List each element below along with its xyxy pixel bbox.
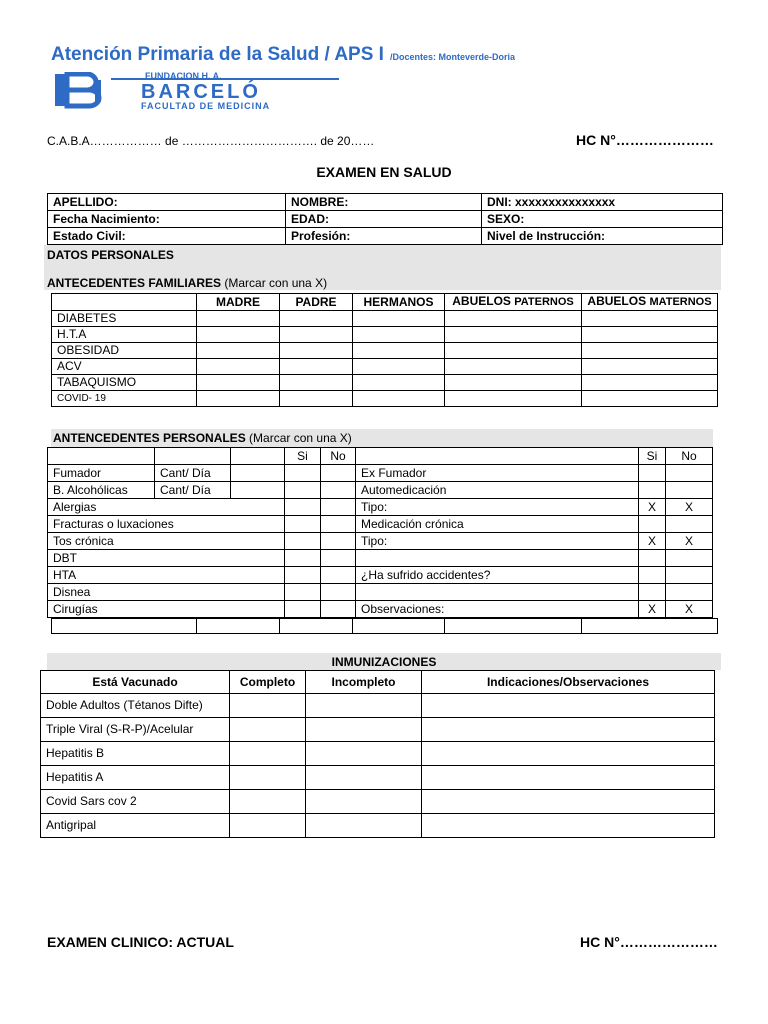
row-medicacion-cronica: Medicación crónica <box>356 516 639 533</box>
col-si-left: Si <box>285 448 321 465</box>
row-fracturas: Fracturas o luxaciones <box>48 516 285 533</box>
col-completo: Completo <box>230 671 306 694</box>
logo-line2: BARCELÓ <box>141 81 261 103</box>
course-title: Atención Primaria de la Salud / APS I <box>51 44 384 65</box>
vacuna-hepatitis-a: Hepatitis A <box>41 766 230 790</box>
row-cirugias: Cirugías <box>48 601 285 618</box>
mark-x: X <box>666 499 713 516</box>
row-obesidad: OBESIDAD <box>52 343 197 359</box>
inmunizaciones-title: INMUNIZACIONES <box>331 655 437 669</box>
col-incompleto: Incompleto <box>306 671 422 694</box>
hc-number-bottom: HC N°………………… <box>580 934 718 950</box>
cant-dia-fumador: Cant/ Día <box>155 465 231 482</box>
mark-x: X <box>666 601 713 618</box>
nivel-instruccion-field[interactable]: Nivel de Instrucción: <box>482 228 723 245</box>
vacuna-triple-viral: Triple Viral (S-R-P)/Acelular <box>41 718 230 742</box>
col-padre: PADRE <box>280 294 353 311</box>
familiares-label: ANTECEDENTES FAMILIARES (Marcar con una X) <box>47 276 328 290</box>
logo-line1: FUNDACION H. A. <box>145 72 222 81</box>
docentes-label: /Docentes: Monteverde-Doria <box>389 52 515 62</box>
row-automedicacion: Automedicación <box>356 482 639 499</box>
row-covid: COVID- 19 <box>52 391 197 407</box>
edad-field[interactable]: EDAD: <box>286 211 482 228</box>
row-diabetes: DIABETES <box>52 311 197 327</box>
profesion-field[interactable]: Profesión: <box>286 228 482 245</box>
blank-row-table <box>51 618 718 634</box>
apellido-field[interactable]: APELLIDO: <box>48 194 286 211</box>
page-title <box>51 44 515 66</box>
col-si-right: Si <box>639 448 666 465</box>
row-accidentes: ¿Ha sufrido accidentes? <box>356 567 639 584</box>
row-dbt: DBT <box>48 550 285 567</box>
personales-table <box>47 447 713 618</box>
row-tos-cronica: Tos crónica <box>48 533 285 550</box>
familiares-table <box>51 293 718 407</box>
fecha-nacimiento-field[interactable]: Fecha Nacimiento: <box>48 211 286 228</box>
row-alcoholicas: B. Alcohólicas <box>48 482 155 499</box>
row-alergias: Alergias <box>48 499 285 516</box>
col-no-left: No <box>321 448 356 465</box>
mark-x: X <box>639 499 666 516</box>
row-tipo-medicacion: Tipo: <box>356 533 639 550</box>
personal-data-table <box>47 193 723 245</box>
dni-field[interactable]: DNI: xxxxxxxxxxxxxxx <box>482 194 723 211</box>
mark-x: X <box>666 533 713 550</box>
vacuna-hepatitis-b: Hepatitis B <box>41 742 230 766</box>
row-tabaquismo: TABAQUISMO <box>52 375 197 391</box>
cant-dia-alcohol: Cant/ Día <box>155 482 231 499</box>
estado-civil-field[interactable]: Estado Civil: <box>48 228 286 245</box>
col-abuelos-maternos: ABUELOS MATERNOS <box>582 294 718 311</box>
barcelo-logo <box>55 72 345 110</box>
examen-clinico-label: EXAMEN CLINICO: ACTUAL <box>47 934 234 950</box>
row-tipo-alergias: Tipo: <box>356 499 639 516</box>
sexo-field[interactable]: SEXO: <box>482 211 723 228</box>
datos-personales-label: DATOS PERSONALES <box>47 248 174 262</box>
form-title: EXAMEN EN SALUD <box>316 164 452 180</box>
nombre-field[interactable]: NOMBRE: <box>286 194 482 211</box>
mark-x: X <box>639 533 666 550</box>
mark-x: X <box>639 601 666 618</box>
row-acv: ACV <box>52 359 197 375</box>
col-hermanos: HERMANOS <box>353 294 445 311</box>
row-ex-fumador: Ex Fumador <box>356 465 639 482</box>
row-hta: H.T.A <box>52 327 197 343</box>
vacuna-covid: Covid Sars cov 2 <box>41 790 230 814</box>
hc-number-top: HC N°………………… <box>576 132 714 148</box>
place-date-line: C.A.B.A……………… de ……………………………. de 20…… <box>47 134 375 148</box>
col-abuelos-paternos: ABUELOS PATERNOS <box>445 294 582 311</box>
personales-label: ANTENCEDENTES PERSONALES (Marcar con una X) <box>53 431 352 445</box>
vacuna-doble-adultos: Doble Adultos (Tétanos Difte) <box>41 694 230 718</box>
row-disnea: Disnea <box>48 584 285 601</box>
row-observaciones: Observaciones: <box>356 601 639 618</box>
row-hta-personal: HTA <box>48 567 285 584</box>
row-fumador: Fumador <box>48 465 155 482</box>
col-no-right: No <box>666 448 713 465</box>
logo-line3: FACULTAD DE MEDICINA <box>141 101 271 110</box>
col-madre: MADRE <box>197 294 280 311</box>
col-indicaciones: Indicaciones/Observaciones <box>422 671 715 694</box>
inmunizaciones-table <box>40 670 715 838</box>
col-esta-vacunado: Está Vacunado <box>41 671 230 694</box>
vacuna-antigripal: Antigripal <box>41 814 230 838</box>
